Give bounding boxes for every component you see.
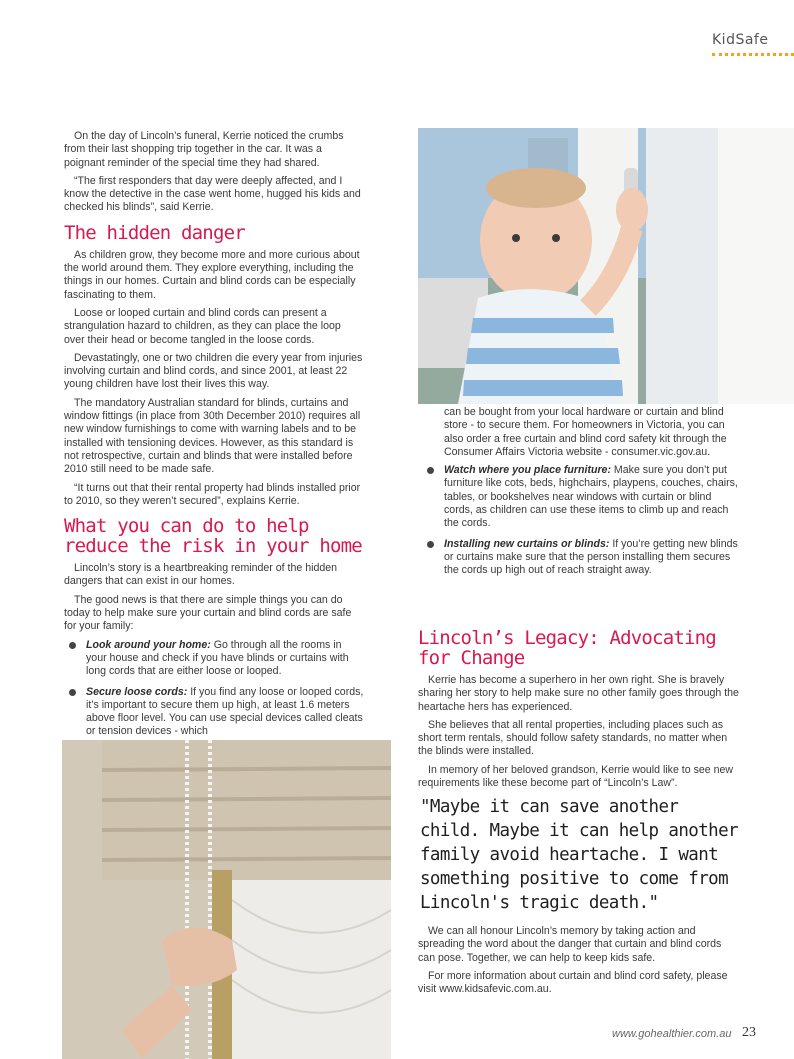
tip-text: If you find any loose or looped cords, it’s important to secure them up high, at least 1.6 meters above floor level. You can use special devices called cleats or tension devices - which: [86, 685, 364, 738]
right-column-bottom: [418, 620, 740, 795]
tip-text: Make sure you don’t put furniture like cots, beds, highchairs, playpens, couches, chairs, tables, or bookshelves near windows with curtain or blind cords, as children can use these items to climb up and reach the cords.: [444, 464, 738, 530]
list-item: [422, 464, 740, 530]
body-paragraph: Lincoln’s story is a heartbreaking reminder of the hidden dangers that can exist in our homes.: [64, 562, 338, 588]
photo-baby-at-window: [418, 128, 794, 404]
baby-illustration: [418, 128, 794, 404]
section-tag-underline: [712, 53, 794, 56]
footer-url[interactable]: www.gohealthier.com.au: [612, 1028, 732, 1040]
body-paragraph: Kerrie has become a superhero in her own right. She is bravely sharing her story to help make sure no other family goes through the heartache hers has experienced.: [418, 674, 739, 713]
tips-list-right: [422, 464, 740, 577]
bullet-icon: [69, 689, 76, 696]
bullet-icon: [69, 642, 76, 649]
heading-hidden-danger: The hidden danger: [64, 221, 245, 244]
body-paragraph: The mandatory Australian standard for blinds, curtains and window fittings (in place from 30th December 2010) requires all new window furnishings to come with warning labels and to be installed with tensioning devices. However, as this standard is not retrospective, curtain and blinds that were installed before 2010 still need to be made safe.: [64, 396, 361, 476]
list-item: [64, 639, 364, 679]
heading-lincolns-legacy: Lincoln’s Legacy: Advocating for Change: [418, 627, 716, 669]
tip-lead: Installing new curtains or blinds:: [444, 537, 610, 550]
tip-lead: Watch where you place furniture:: [444, 464, 611, 477]
body-paragraph: As children grow, they become more and more curious about the world around them. They explore everything, including the things in our homes. Curtain and blind cords can be especially fascinating to them.: [64, 248, 360, 301]
body-paragraph: In memory of her beloved grandson, Kerrie would like to see new requirements like these become part of “Lincoln’s Law”.: [418, 763, 734, 790]
body-paragraph: For more information about curtain and blind cord safety, please visit www.kidsafevic.com.au.: [418, 969, 728, 996]
closing-text: [418, 925, 740, 1001]
right-column-top: [422, 406, 740, 585]
tip-text: Go through all the rooms in your house and check if you have blinds or curtains with long cords that are either loose or looped.: [86, 638, 349, 678]
bullet-icon: [427, 467, 434, 474]
list-item: [422, 538, 740, 578]
intro-paragraph: On the day of Lincoln’s funeral, Kerrie noticed the crumbs from their last shopping trip together in the car. It was a poignant reminder of the special time they had shared.: [64, 130, 344, 169]
body-paragraph: We can all honour Lincoln’s memory by taking action and spreading the word about the danger that curtain and blind cords can pose. Together, we can help to keep kids safe.: [418, 925, 722, 964]
left-column: [64, 130, 364, 746]
intro-paragraph: “The first responders that day were deeply affected, and I know the detective in the case went home, hugged his kids and checked his blinds”, said Kerrie.: [64, 174, 361, 214]
tip-text: If you’re getting new blinds or curtains make sure that the person installing them secures the cords up high out of reach straight away.: [444, 537, 738, 577]
continued-paragraph: can be bought from your local hardware or curtain and blind store - to secure them. For homeowners in Victoria, you can also order a free curtain and blind cord safety kit through the Consumer Affairs Victoria website - consumer.vic.gov.au.: [444, 406, 727, 458]
body-paragraph: Loose or looped curtain and blind cords can present a strangulation hazard to children, as they can place the loop over their head or become tangled in the loose cords.: [64, 306, 341, 346]
body-paragraph: “It turns out that their rental property had blinds installed prior to 2010, so they weren’t secured”, explains Kerrie.: [64, 481, 361, 507]
pull-quote: "Maybe it can save another child. Maybe it can help another family avoid heartache. I want something positive to come from Lincoln's tragic death.": [420, 797, 738, 913]
heading-what-you-can-do: What you can do to help reduce the risk in your home: [64, 515, 362, 558]
photo-hand-with-blind-cord: [62, 740, 391, 1059]
body-paragraph: She believes that all rental properties, including places such as short term rentals, should follow safety standards, no matter when the blinds were installed.: [418, 718, 728, 758]
page-number: 23: [742, 1025, 756, 1040]
bullet-icon: [427, 541, 434, 548]
section-tag: KidSafe: [712, 32, 769, 48]
tip-lead: Look around your home:: [86, 638, 211, 651]
list-item: [64, 686, 364, 739]
tips-list-left: [64, 639, 364, 739]
body-paragraph: The good news is that there are simple things you can do today to help make sure your curtain and blind cords are safe for your family:: [64, 593, 352, 633]
body-paragraph: Devastatingly, one or two children die every year from injuries involving curtain and blind cords, and since 2001, at least 22 young children have lost their lives this way.: [64, 351, 363, 391]
tip-lead: Secure loose cords:: [86, 685, 188, 698]
blinds-illustration: [62, 740, 391, 1059]
